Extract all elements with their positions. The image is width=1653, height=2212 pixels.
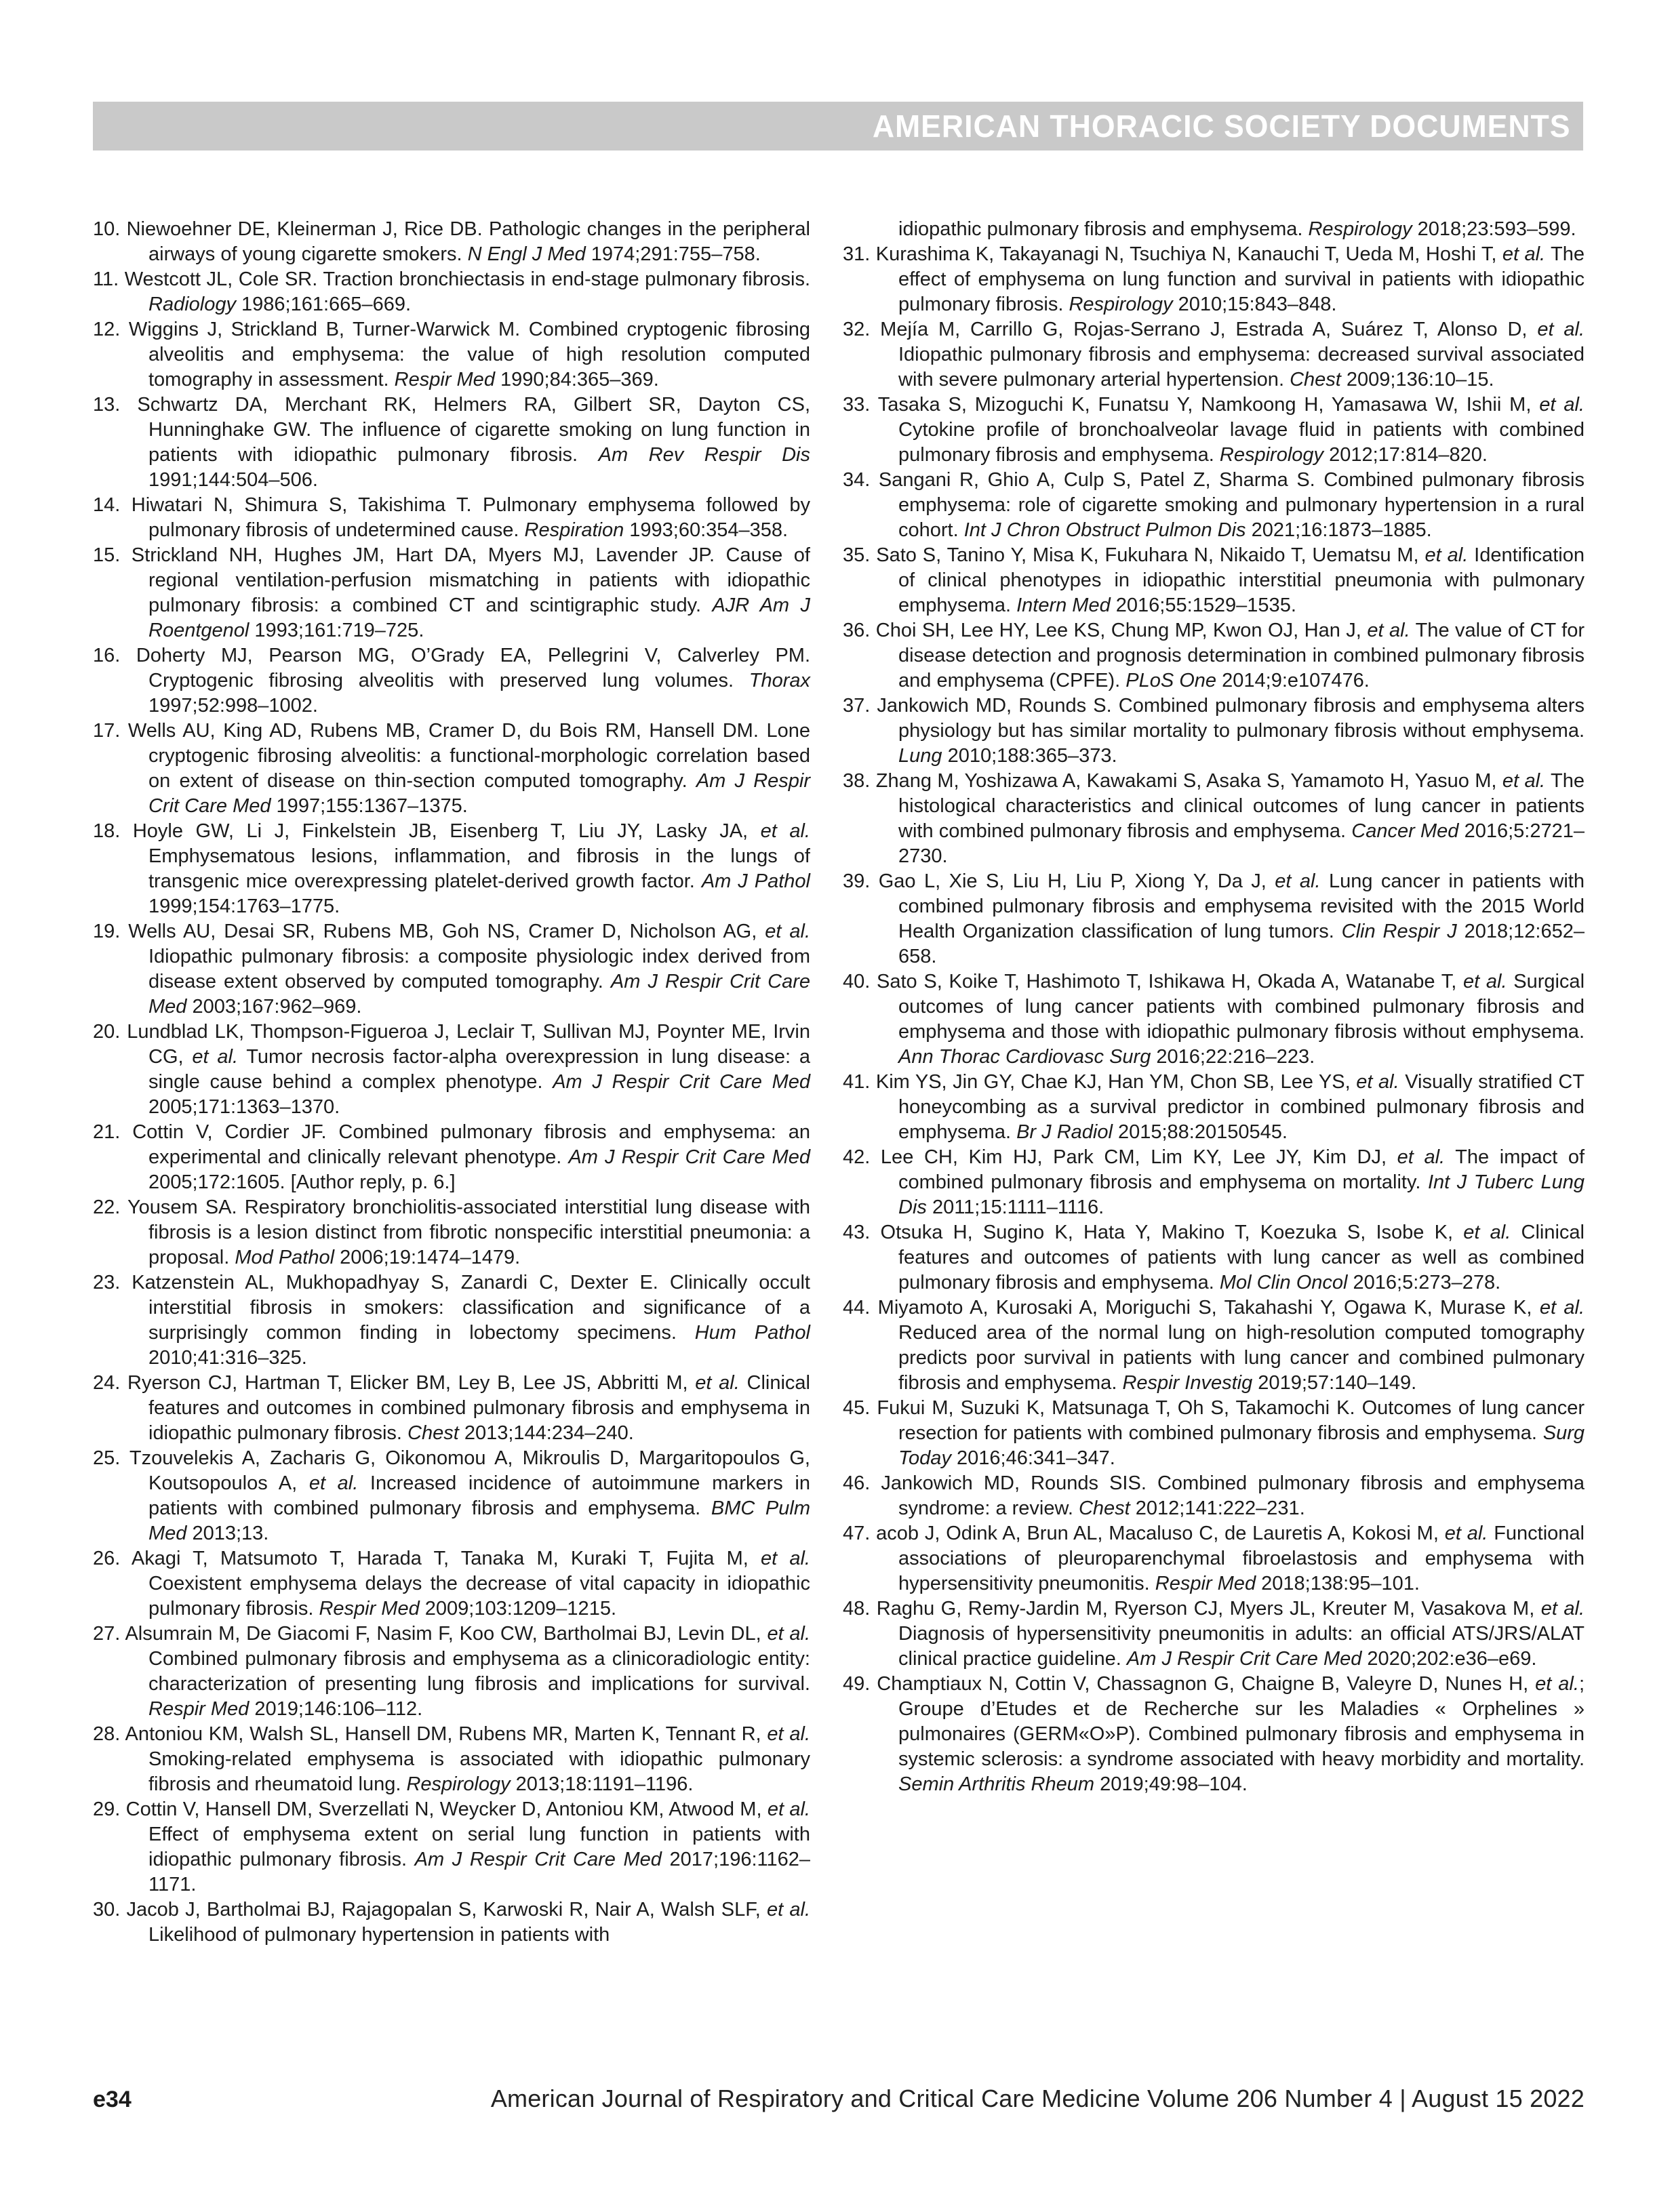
reference-item: 30. Jacob J, Bartholmai BJ, Rajagopalan S, Karwoski R, Nair A, Walsh SLF, et al. Likelihood of pulmonary hypertension in patients with (93, 1899, 810, 1946)
reference-item: 47. acob J, Odink A, Brun AL, Macaluso C, de Lauretis A, Kokosi M, et al. Functional associations of pleuroparenchymal fibroelastosis and emphysema with hypersensitivity pneumonitis. Respir Med 2018;138:95–101. (843, 1523, 1585, 1594)
references-column-right (843, 217, 1585, 1797)
reference-item: 21. Cottin V, Cordier JF. Combined pulmonary fibrosis and emphysema: an experimental and clinically relevant phenotype. Am J Respir Crit Care Med 2005;172:1605. [Author reply, p. 6.] (93, 1121, 810, 1193)
reference-item: 37. Jankowich MD, Rounds S. Combined pulmonary fibrosis and emphysema alters physiology but has similar mortality to pulmonary fibrosis without emphysema. Lung 2010;188:365–373. (843, 695, 1585, 767)
reference-item: 16. Doherty MJ, Pearson MG, O’Grady EA, Pellegrini V, Calverley PM. Cryptogenic fibrosing alveolitis with preserved lung volumes. Thorax 1997;52:998–1002. (93, 645, 810, 717)
reference-item: 41. Kim YS, Jin GY, Chae KJ, Han YM, Chon SB, Lee YS, et al. Visually stratified CT honeycombing as a survival predictor in combined pulmonary fibrosis and emphysema. Br J Radiol 2015;88:20150545. (843, 1071, 1585, 1143)
reference-item: 42. Lee CH, Kim HJ, Park CM, Lim KY, Lee JY, Kim DJ, et al. The impact of combined pulmonary fibrosis and emphysema on mortality. Int J Tuberc Lung Dis 2011;15:1111–1116. (843, 1146, 1585, 1218)
references-column-left (93, 217, 810, 1948)
reference-item: 11. Westcott JL, Cole SR. Traction bronchiectasis in end-stage pulmonary fibrosis. Radiology 1986;161:665–669. (93, 268, 810, 315)
reference-item: 38. Zhang M, Yoshizawa A, Kawakami S, Asaka S, Yamamoto H, Yasuo M, et al. The histological characteristics and clinical outcomes of lung cancer in patients with combined pulmonary fibrosis and emphysema. Cancer Med 2016;5:2721–2730. (843, 770, 1585, 867)
reference-item: 40. Sato S, Koike T, Hashimoto T, Ishikawa H, Okada A, Watanabe T, et al. Surgical outcomes of lung cancer patients with combined pulmonary fibrosis and emphysema and those with idiopathic pulmonary fibrosis without emphysema. Ann Thorac Cardiovasc Surg 2016;22:216–223. (843, 971, 1585, 1068)
reference-item: 26. Akagi T, Matsumoto T, Harada T, Tanaka M, Kuraki T, Fujita M, et al. Coexistent emphysema delays the decrease of vital capacity in idiopathic pulmonary fibrosis. Respir Med 2009;103:1209–1215. (93, 1548, 810, 1620)
reference-item: 49. Champtiaux N, Cottin V, Chassagnon G, Chaigne B, Valeyre D, Nunes H, et al.; Groupe d’Etudes et de Recherche sur les Maladies « Orphelines » pulmonaires (GERM«O»P). Combined pulmonary fibrosis and emphysema in systemic sclerosis: a syndrome associated with heavy morbidity and mortality. Semin Arthritis Rheum 2019;49:98–104. (843, 1673, 1585, 1795)
reference-item: 12. Wiggins J, Strickland B, Turner-Warwick M. Combined cryptogenic fibrosing alveolitis and emphysema: the value of high resolution computed tomography in assessment. Respir Med 1990;84:365–369. (93, 319, 810, 390)
reference-item: 19. Wells AU, Desai SR, Rubens MB, Goh NS, Cramer D, Nicholson AG, et al. Idiopathic pulmonary fibrosis: a composite physiologic index derived from disease extent observed by computed tomography. Am J Respir Crit Care Med 2003;167:962–969. (93, 921, 811, 1018)
reference-item: 43. Otsuka H, Sugino K, Hata Y, Makino T, Koezuka S, Isobe K, et al. Clinical features and outcomes of patients with lung cancer as well as combined pulmonary fibrosis and emphysema. Mol Clin Oncol 2016;5:273–278. (843, 1222, 1585, 1293)
reference-item: 29. Cottin V, Hansell DM, Sverzellati N, Weycker D, Antoniou KM, Atwood M, et al. Effect of emphysema extent on serial lung function in patients with idiopathic pulmonary fibrosis. Am J Respir Crit Care Med 2017;196:1162–1171. (93, 1798, 811, 1895)
reference-item: 23. Katzenstein AL, Mukhopadhyay S, Zanardi C, Dexter E. Clinically occult interstitial fibrosis in smokers: classification and significance of a surprisingly common finding in lobectomy specimens. Hum Pathol 2010;41:316–325. (93, 1272, 810, 1369)
page-footer (93, 2085, 1585, 2113)
reference-item: 39. Gao L, Xie S, Liu H, Liu P, Xiong Y, Da J, et al. Lung cancer in patients with combined pulmonary fibrosis and emphysema revisited with the 2015 World Health Organization classification of lung tumors. Clin Respir J 2018;12:652–658. (843, 870, 1585, 967)
reference-item: 44. Miyamoto A, Kurosaki A, Moriguchi S, Takahashi Y, Ogawa K, Murase K, et al. Reduced area of the normal lung on high-resolution computed tomography predicts poor survival in patients with lung cancer and combined pulmonary fibrosis and emphysema. Respir Investig 2019;57:140–149. (843, 1297, 1585, 1394)
reference-item: 35. Sato S, Tanino Y, Misa K, Fukuhara N, Nikaido T, Uematsu M, et al. Identification of clinical phenotypes in idiopathic interstitial pneumonia with pulmonary emphysema. Intern Med 2016;55:1529–1535. (843, 544, 1585, 616)
reference-item: 32. Mejía M, Carrillo G, Rojas-Serrano J, Estrada A, Suárez T, Alonso D, et al. Idiopathic pulmonary fibrosis and emphysema: decreased survival associated with severe pulmonary arterial hypertension. Chest 2009;136:10–15. (843, 319, 1585, 390)
page-number: e34 (93, 2087, 132, 2112)
reference-continuation: idiopathic pulmonary fibrosis and emphysema. Respirology 2018;23:593–599. (898, 218, 1576, 240)
reference-item: 27. Alsumrain M, De Giacomi F, Nasim F, Koo CW, Bartholmai BJ, Levin DL, et al. Combined pulmonary fibrosis and emphysema as a clinicoradiologic entity: characterization of presenting lung fibrosis and implications for survival. Respir Med 2019;146:106–112. (93, 1623, 811, 1720)
reference-item: 46. Jankowich MD, Rounds SIS. Combined pulmonary fibrosis and emphysema syndrome: a review. Chest 2012;141:222–231. (843, 1472, 1585, 1519)
reference-item: 24. Ryerson CJ, Hartman T, Elicker BM, Ley B, Lee JS, Abbritti M, et al. Clinical features and outcomes in combined pulmonary fibrosis and emphysema in idiopathic pulmonary fibrosis. Chest 2013;144:234–240. (93, 1372, 811, 1444)
reference-item: 45. Fukui M, Suzuki K, Matsunaga T, Oh S, Takamochi K. Outcomes of lung cancer resection for patients with combined pulmonary fibrosis and emphysema. Surg Today 2016;46:341–347. (843, 1397, 1585, 1469)
reference-item: 15. Strickland NH, Hughes JM, Hart DA, Myers MJ, Lavender JP. Cause of regional ventilation-perfusion mismatching in patients with idiopathic pulmonary fibrosis: a combined CT and scintigraphic study. AJR Am J Roentgenol 1993;161:719–725. (93, 544, 810, 641)
reference-item: 31. Kurashima K, Takayanagi N, Tsuchiya N, Kanauchi T, Ueda M, Hoshi T, et al. The effect of emphysema on lung function and survival in patients with idiopathic pulmonary fibrosis. Respirology 2010;15:843–848. (843, 243, 1585, 315)
reference-item: 13. Schwartz DA, Merchant RK, Helmers RA, Gilbert SR, Dayton CS, Hunninghake GW. The influence of cigarette smoking on lung function in patients with idiopathic pulmonary fibrosis. Am Rev Respir Dis 1991;144:504–506. (93, 394, 810, 491)
reference-item: 25. Tzouvelekis A, Zacharis G, Oikonomou A, Mikroulis D, Margaritopoulos G, Koutsopoulos A, et al. Increased incidence of autoimmune markers in patients with combined pulmonary fibrosis and emphysema. BMC Pulm Med 2013;13. (93, 1447, 811, 1544)
reference-item: 10. Niewoehner DE, Kleinerman J, Rice DB. Pathologic changes in the peripheral airways of young cigarette smokers. N Engl J Med 1974;291:755–758. (93, 218, 810, 265)
reference-item: 34. Sangani R, Ghio A, Culp S, Patel Z, Sharma S. Combined pulmonary fibrosis emphysema: role of cigarette smoking and pulmonary hypertension in a rural cohort. Int J Chron Obstruct Pulmon Dis 2021;16:1873–1885. (843, 469, 1585, 541)
reference-item: 48. Raghu G, Remy-Jardin M, Ryerson CJ, Myers JL, Kreuter M, Vasakova M, et al. Diagnosis of hypersensitivity pneumonitis in adults: an official ATS/JRS/ALAT clinical practice guideline. Am J Respir Crit Care Med 2020;202:e36–e69. (843, 1598, 1585, 1670)
header-banner (93, 102, 1583, 150)
reference-item: 36. Choi SH, Lee HY, Lee KS, Chung MP, Kwon OJ, Han J, et al. The value of CT for disease detection and prognosis determination in combined pulmonary fibrosis and emphysema (CPFE). PLoS One 2014;9:e107476. (843, 620, 1585, 691)
reference-item: 22. Yousem SA. Respiratory bronchiolitis-associated interstitial lung disease with fibrosis is a lesion distinct from fibrotic nonspecific interstitial pneumonia: a proposal. Mod Pathol 2006;19:1474–1479. (93, 1197, 810, 1268)
header-banner-title: AMERICAN THORACIC SOCIETY DOCUMENTS (873, 108, 1571, 144)
reference-item: 18. Hoyle GW, Li J, Finkelstein JB, Eisenberg T, Liu JY, Lasky JA, et al. Emphysematous lesions, inflammation, and fibrosis in the lungs of transgenic mice overexpressing platelet-derived growth factor. Am J Pathol 1999;154:1763–1775. (93, 820, 810, 917)
journal-citation-line: American Journal of Respiratory and Critical Care Medicine Volume 206 Number 4 | August 15 2022 (490, 2085, 1585, 2112)
reference-item: 17. Wells AU, King AD, Rubens MB, Cramer D, du Bois RM, Hansell DM. Lone cryptogenic fibrosing alveolitis: a functional-morphologic correlation based on extent of disease on thin-section computed tomography. Am J Respir Crit Care Med 1997;155:1367–1375. (93, 720, 810, 817)
reference-item: 14. Hiwatari N, Shimura S, Takishima T. Pulmonary emphysema followed by pulmonary fibrosis of undetermined cause. Respiration 1993;60:354–358. (93, 494, 810, 541)
reference-item: 28. Antoniou KM, Walsh SL, Hansell DM, Rubens MR, Marten K, Tennant R, et al. Smoking-related emphysema is associated with idiopathic pulmonary fibrosis and rheumatoid lung. Respirology 2013;18:1191–1196. (93, 1723, 810, 1795)
reference-item: 33. Tasaka S, Mizoguchi K, Funatsu Y, Namkoong H, Yamasawa W, Ishii M, et al. Cytokine profile of bronchoalveolar lavage fluid in patients with combined pulmonary fibrosis and emphysema. Respirology 2012;17:814–820. (843, 394, 1585, 466)
reference-item: 20. Lundblad LK, Thompson-Figueroa J, Leclair T, Sullivan MJ, Poynter ME, Irvin CG, et al. Tumor necrosis factor-alpha overexpression in lung disease: a single cause behind a complex phenotype. Am J Respir Crit Care Med 2005;171:1363–1370. (93, 1021, 810, 1118)
